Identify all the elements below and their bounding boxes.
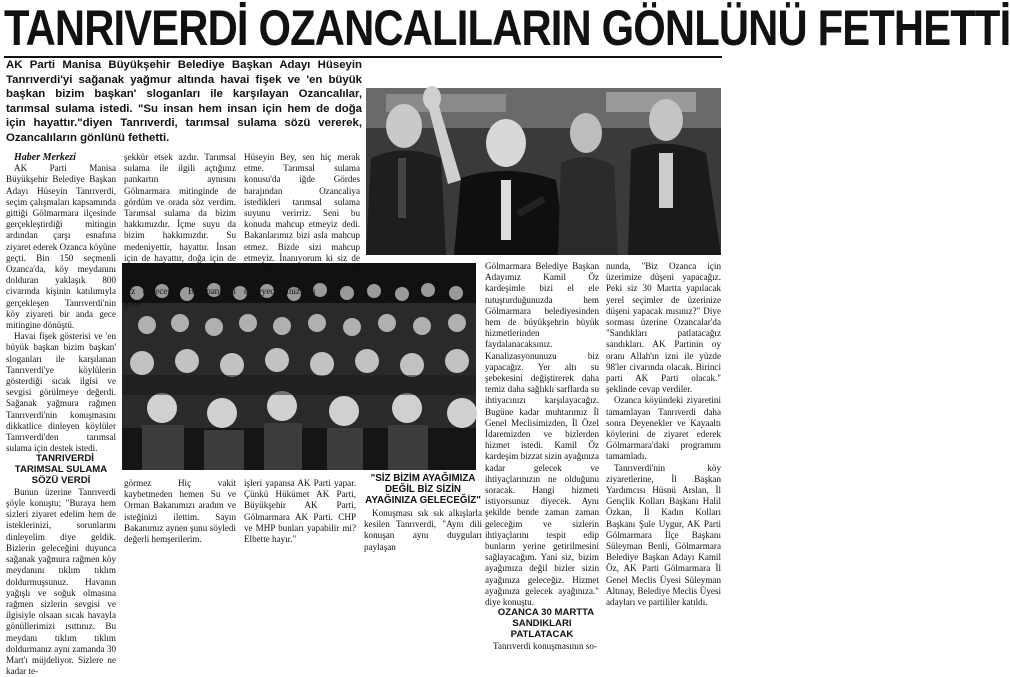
byline: Haber Merkezi [14, 152, 76, 163]
col1-paragraph: Bunun üzerine Tanrıverdi şöyle konuştu; "Buraya hem sizleri ziyaret edelim hem de isteklerinizi, sorunlarını dinleyelim diye geldik. Bizlerin geleceğini duyunca sağanak yağmura rağmen köy meydanını tıklım tıklım doldurmuşsunuz. Havanın yağışlı ve soğuk olmasına rağmen sizlerin sevgisi ve ilgisiyle olsaan sıcak havayla gönüllerimizi ısıttınız. Bu meydanı tıklım tıklım doldurmanız aynı zamanda 30 Mart'ı müjdeliyor. Sizlere ne kadar te- [6, 486, 116, 677]
column-3-top [244, 152, 360, 297]
col4-subhead: OZANCA 30 MARTTA SANDIKLARI PATLATACAK [497, 607, 595, 640]
crowd-caption: "SİZ BİZİM AYAĞIMIZA DEĞİL BİZ SİZİN AYAĞINIZA GELECEĞİZ" [365, 473, 481, 506]
col3-paragraph: Hüseyin Bey, sen hiç merak etme. Tarımsal sulama konusu'da iğde Gördes barajından Ozancaliya istedikleri tarımsal sulama suyunu verirriz. Seni bu konuda mahcup etmeyiz dedi. Bakanlarımız bizi asla mahcup etmez. Bizde sizi mahcup etmeyiz. İnanıyorum ki siz de bizi, ne Manisa'ya karşı ne de Ankara'ya karşı mahcup etmeyeceksiniz. Bu [244, 152, 360, 297]
col1-subhead: TANRIVERDİ TARIMSAL SULAMA SÖZÜ VERDİ [14, 453, 108, 487]
caption-paragraph: Konuşması sık sık alkışlarla kesilen Tanrıverdi, "Aynı dili konuşan aynı duyguları paylaşan [364, 508, 482, 552]
column-1 [6, 152, 116, 677]
crowd-caption-text [364, 508, 482, 552]
column-2-top [124, 152, 236, 308]
col4-paragraph: Gölmarmara Belediye Başkan Adayımız Kamil Öz kardeşimle bizi el ele tutuşturduğunuzda hem Gölmarmara belediyesinden hem de büyükşehrin büyük hizmetlerinden faydalanacaksınız. Kanalizasyonunuzu biz yapacağız. Yer altı su şebekesini değiştirerek daha temiz daha sağlıklı sarflarda su ihtiyacınızı karşılayacağız. Bugüne kadar muhtarımız İl Genel Meclisimizden, İl Özel İdaremizden ve bizlerden hizmet istedi. Kamil Öz kardeşim bizzat sizin ayağınıza kadar gelecek ve ihtiyaçlarınızın ne olduğunu soracak. Hangi hizmeti istiyorsunuz diyecek. Aynı şekilde bende zaman zaman geleceğim ve sizlerin ihtiyaçlarını tespit edip bunların yerine getirilmesini sağlayacağım. Yani siz, bizim ayağımıza değil bizler sizin ayağınıza geleceğiz. Hizmet ayağınıza gelecek ayağınıza." diye konuştu. [485, 261, 599, 608]
col4-paragraph: Tanrıverdi konuşmasının so- [493, 640, 597, 651]
column-5 [606, 261, 721, 608]
lead-paragraph: AK Parti Manisa Büyükşehir Belediye Başkan Adayı Hüseyin Tanrıverdi'yi sağanak yağmur altında havai fişek ve 'en büyük başkan bizim başkan' sloganları ile karşılayan Ozancalılar, tarımsal sulama istedi. "Su insan hem insan için hem de doğa için hayattır."diyen Tanrıverdi, tarımsal sulama sözü vererek, Ozancalıların gönlünü fethetti. [6, 59, 362, 144]
headline: TANRIVERDİ OZANCALILARIN GÖNLÜNÜ FETHETTİ [4, 0, 1010, 56]
col3-paragraph: işleri yapansa AK Parti yapar. Çünkü Hükümet AK Parti, Büyükşehir AK Parti, Gölmarmara AK Parti. CHP ve MHP bunları yapabilir mi? Elbette hayır." [244, 478, 356, 545]
col5-paragraph: nunda, "Biz Ozanca için üzerimize düşeni yapacağız. Peki siz 30 Martta yapılacak yerel seçimler de üzerinize düşeni yapacak mısınız?" Diye sorması üzerine Ozancalar'da "Sandıkları patlatacağız sandıkları. AK Partinin oy oranı Allah'ın izni ile yüzde 98'ler civarında olacak. Birinci parti AK Parti olacak." şeklinde cevap verdiler. [606, 261, 721, 395]
column-2-bottom [124, 478, 236, 545]
col2-paragraph: görmez Hiç vakit kaybetmeden hemen Su ve Orman Bakanımızı aradım ve isteğinizi ilettim. Sayın Bakanımız aynen şunu söyledi değerli hemşerilerim. [124, 478, 236, 545]
col5-paragraph: Ozanca köyündeki ziyaretini tamamlayan Tanrıverdi daha sonra Deyenekler ve Kayaaltı köylerini de ziyaret ederek Gölmarmara'daki programını tamamladı. [606, 395, 721, 462]
col1-paragraph: AK Parti Manisa Büyükşehir Belediye Başkan Adayı Hüseyin Tanrıverdi, seçim çalışmaları kapsamında gittiği Gölmarmara ilçesinde gerçekleştirdiği mitingin ardından çarşı esnafına ziyaret ederek Ozanca köyüne geçti. Bin 150 seçmenli Ozanca'da, köy meydanını dolduran yaklaşık 800 civarında kişinin katılımıyla gerçekleşen Tanrıverdi'nin köy ziyareti bir anda gece mitingine dönüştü. [6, 163, 116, 331]
column-3-bottom [244, 478, 356, 545]
col1-paragraph: Havai fişek gösterisi ve 'en büyük başkan bizim başkan' sloganları ile karşılanan Tanrıverdi'ye köylülerin gösterdiği sıcak ilgisi ve sevgisi görülmeye değerdi. Sağanak yağmura rağmen Tanrıverdi'nin konuşmasını dikkatlice dinleyen köylüler Tanrıverdi'den tarımsal sulama için destek istedi. [6, 331, 116, 454]
col2-paragraph: şekkür etsek azdır. Tarımsal sulama ile ilgili açtığınız pankartın aynısını Gölmarmara mitinginde de gördüm ve orada söz verdim. Tarımsal sulama da bizim hakkımızdır. İçme suyu da bizim hakkımızdır. Su medeniyettir, hayattır. İnsan için de hayattır, doğa için de hayattır. Tarımsal sulama ile ilgili bu konuyu bilesiniz ki biz çözeceğiz. Bu pankartı göter [124, 152, 236, 308]
candidate-photo [366, 88, 721, 255]
column-4 [485, 261, 599, 651]
col5-paragraph: Tanrıverdi'nin köy ziyaretlerine, İl Başkan Yardımcısı Hüsnü Arslan, İl Gençlik Kolları Başkanı Halil Özkan, İl Kadın Kolları Başkanı Şule Uygur, AK Parti Gölmarmara İlçe Başkanı Süleyman Benli, Gölmarmara Belediye Başkan Adayı Kamil Öz, AK Parti Gölmarmara İl Genel Meclis Üyesi Süleyman Altınay, Belediye Meclis Üyesi adayları ve partililer katıldı. [606, 462, 721, 608]
